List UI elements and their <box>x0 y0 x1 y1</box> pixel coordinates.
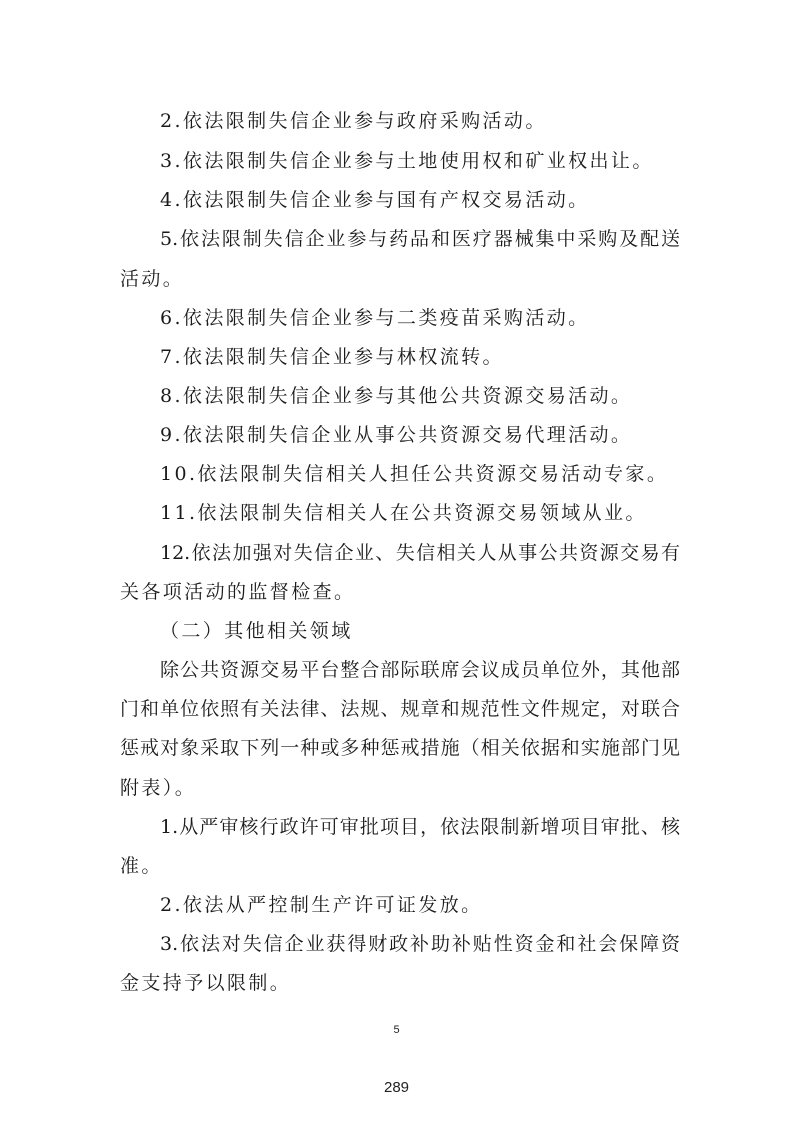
list-item-10: 10.依法限制失信相关人担任公共资源交易活动专家。 <box>160 463 669 485</box>
document-page-number: 289 <box>383 1079 410 1096</box>
measure-item-1-cont: 准。 <box>120 855 163 877</box>
list-item-5: 5.依法限制失信企业参与药品和医疗器械集中采购及配送 <box>160 228 680 250</box>
list-item-11: 11.依法限制失信相关人在公共资源交易领域从业。 <box>160 502 647 524</box>
paragraph-line-4: 附表）。 <box>120 777 197 799</box>
measure-item-1: 1.从严审核行政许可审批项目，依法限制新增项目审批、核 <box>160 816 680 838</box>
list-item-5-cont: 活动。 <box>120 268 185 290</box>
measure-item-3: 3.依法对失信企业获得财政补助补贴性资金和社会保障资 <box>160 933 680 955</box>
measure-item-2: 2.依法从严控制生产许可证发放。 <box>160 894 483 916</box>
paragraph-line-3: 惩戒对象采取下列一种或多种惩戒措施（相关依据和实施部门见 <box>120 737 680 759</box>
page-number: 5 <box>393 1024 400 1036</box>
list-item-12-cont: 关各项活动的监督检查。 <box>120 581 356 603</box>
list-item-6: 6.依法限制失信企业参与二类疫苗采购活动。 <box>160 307 590 329</box>
list-item-7: 7.依法限制失信企业参与林权流转。 <box>160 346 504 368</box>
paragraph-line-1: 除公共资源交易平台整合部际联席会议成员单位外，其他部 <box>160 659 680 681</box>
list-item-2: 2.依法限制失信企业参与政府采购活动。 <box>160 110 547 132</box>
section-heading: （二）其他相关领域 <box>160 620 353 642</box>
list-item-12: 12.依法加强对失信企业、失信相关人从事公共资源交易有 <box>160 542 680 564</box>
list-item-3: 3.依法限制失信企业参与土地使用权和矿业权出让。 <box>160 150 654 172</box>
list-item-9: 9.依法限制失信企业从事公共资源交易代理活动。 <box>160 424 633 446</box>
list-item-4: 4.依法限制失信企业参与国有产权交易活动。 <box>160 189 590 211</box>
list-item-8: 8.依法限制失信企业参与其他公共资源交易活动。 <box>160 385 633 407</box>
paragraph-line-2: 门和单位依照有关法律、法规、规章和规范性文件规定，对联合 <box>120 698 680 720</box>
measure-item-3-cont: 金支持予以限制。 <box>120 972 292 994</box>
